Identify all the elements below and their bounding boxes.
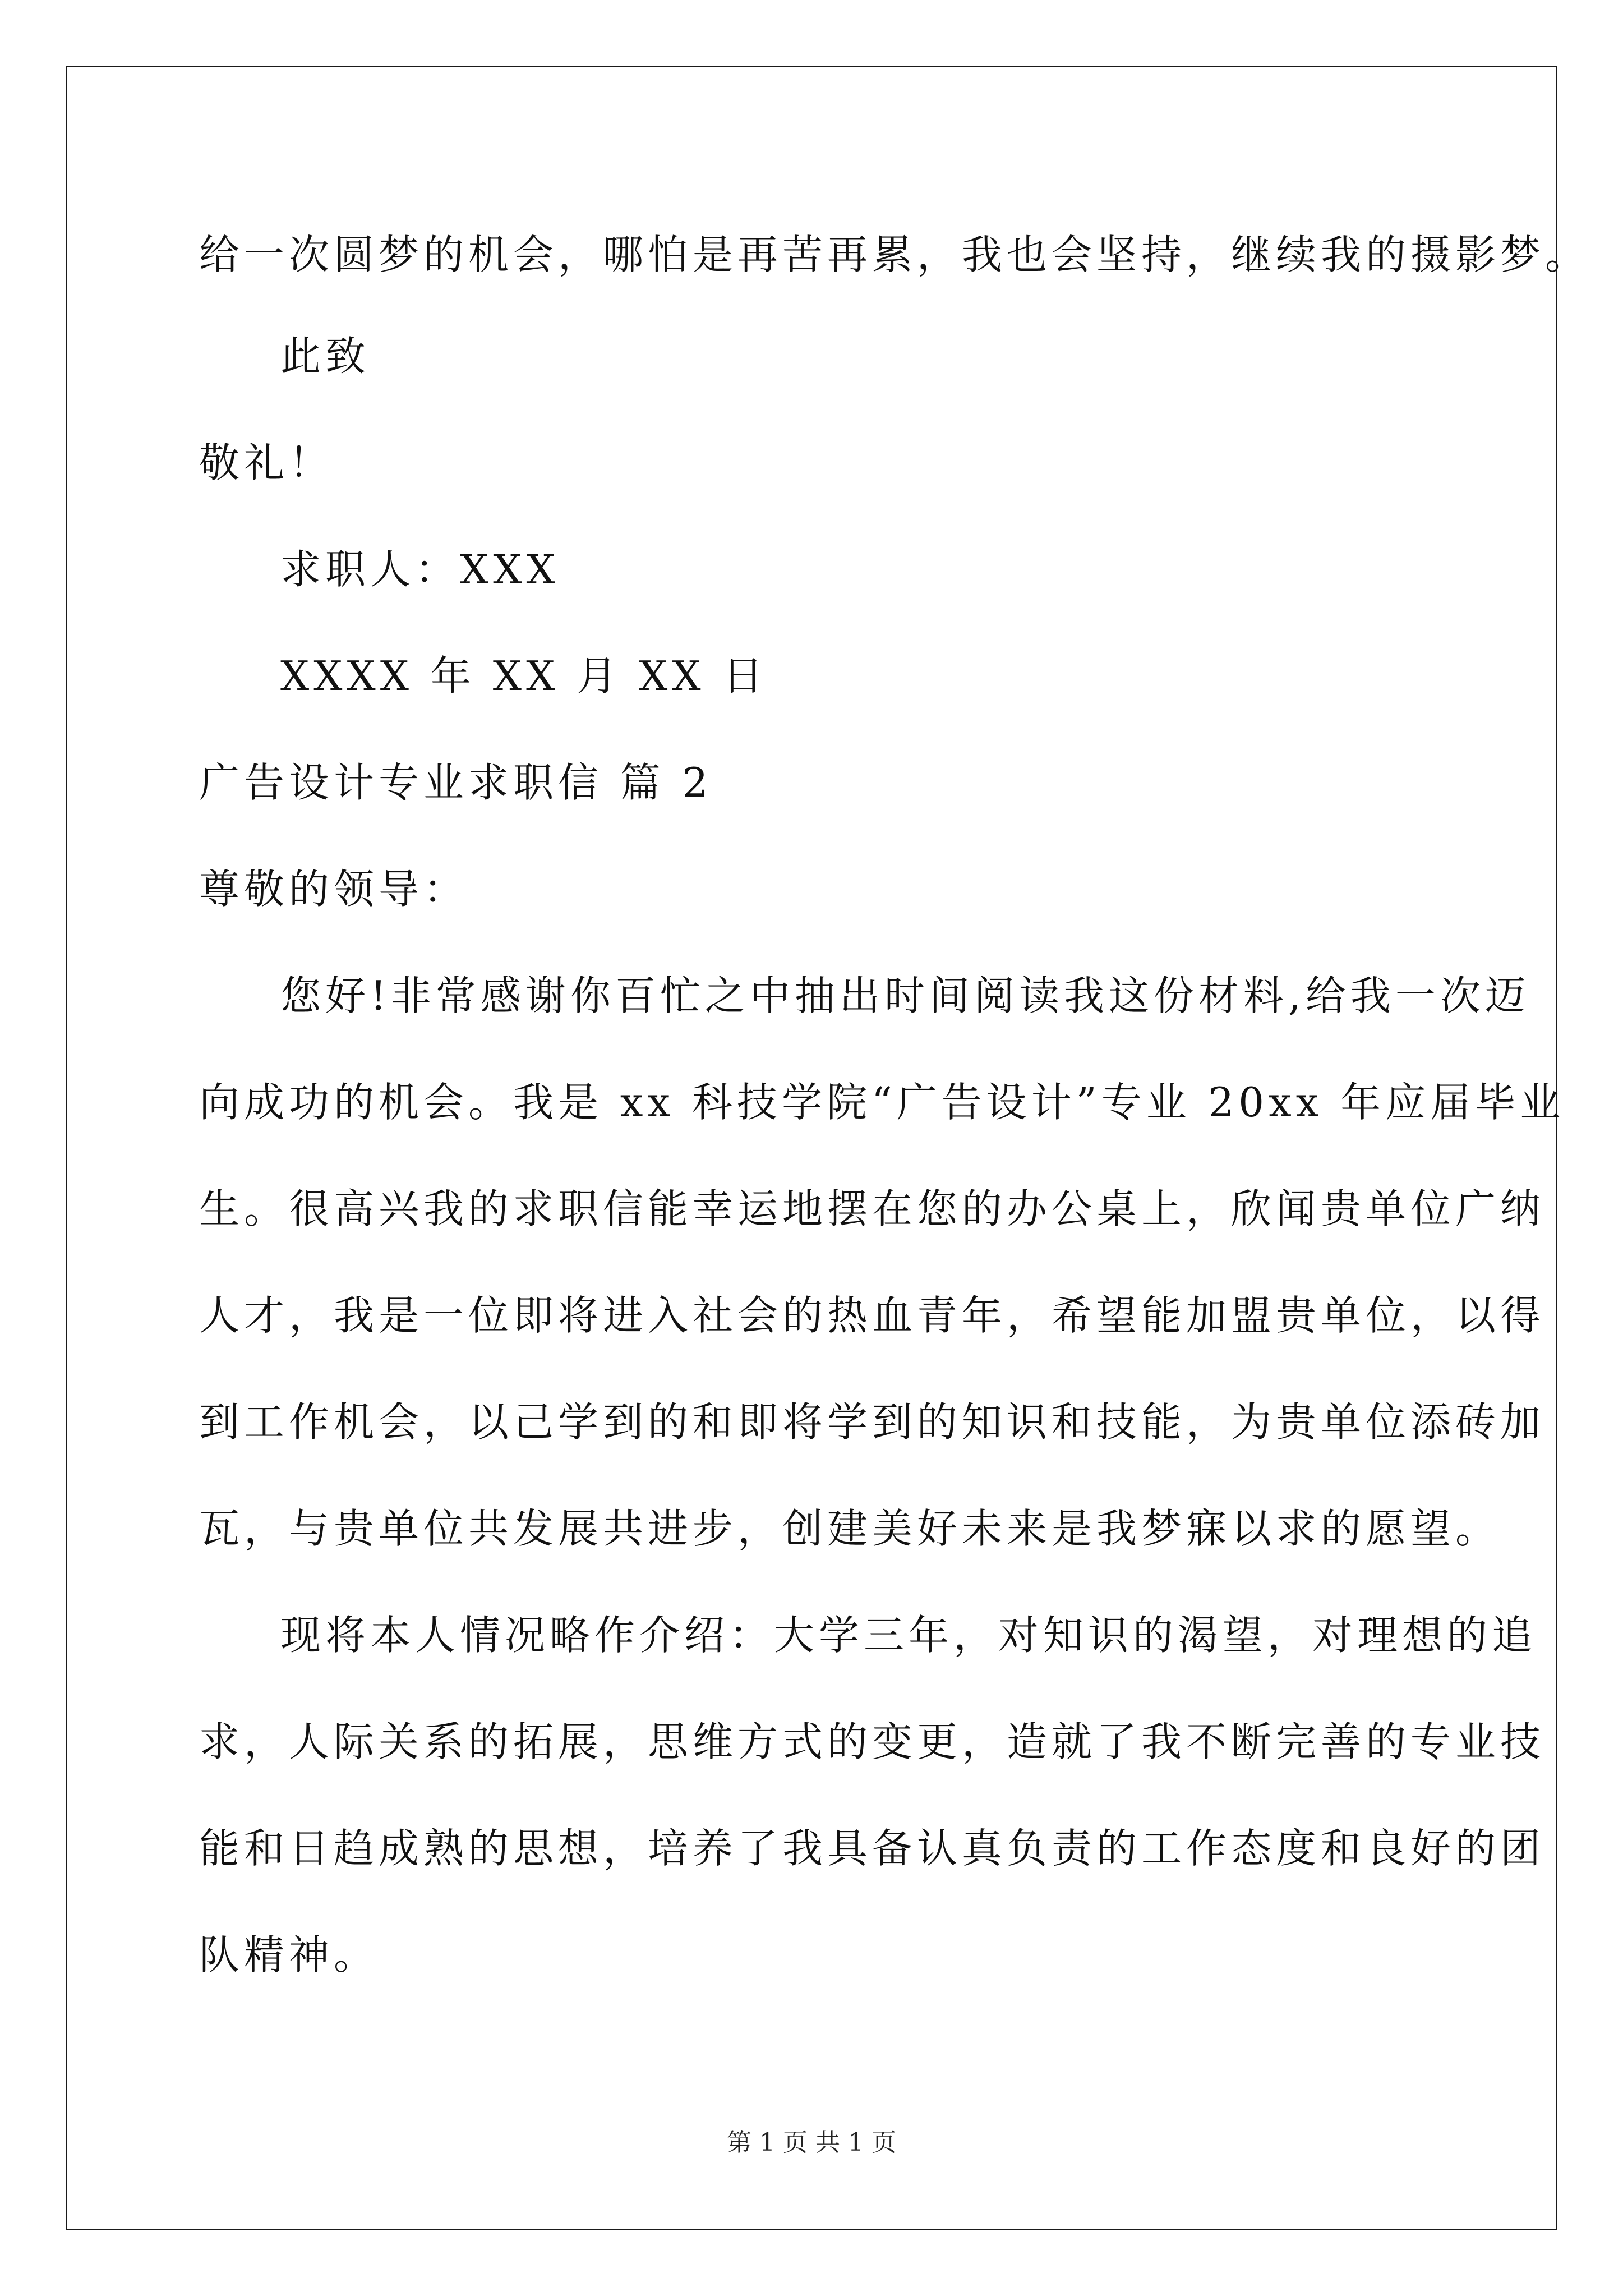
paragraph-line: 瓦，与贵单位共发展共进步，创建美好未来是我梦寐以求的愿望。	[199, 1505, 1501, 1552]
letter-date: XXXX 年 XX 月 XX 日	[280, 652, 768, 700]
page-footer: 第 1 页 共 1 页	[727, 2128, 896, 2157]
closing-regards: 敬礼！	[199, 439, 334, 486]
paragraph-line: 到工作机会，以己学到的和即将学到的知识和技能，为贵单位添砖加	[199, 1398, 1546, 1446]
page-border	[66, 66, 1590, 2230]
applicant-signature: 求职人：XXX	[280, 546, 560, 593]
section-heading: 广告设计专业求职信 篇 2	[199, 759, 713, 806]
closing-salutation: 此致	[280, 333, 371, 380]
paragraph-line: 队精神。	[199, 1931, 379, 1978]
paragraph-line: 人才，我是一位即将进入社会的热血青年，希望能加盟贵单位，以得	[199, 1292, 1546, 1339]
paragraph-line: 您好!非常感谢你百忙之中抽出时间阅读我这份材料,给我一次迈	[280, 972, 1530, 1019]
greeting: 尊敬的领导：	[199, 866, 469, 913]
paragraph-line: 能和日趋成熟的思想，培养了我具备认真负责的工作态度和良好的团	[199, 1825, 1546, 1872]
paragraph-line: 求，人际关系的拓展，思维方式的变更，造就了我不断完善的专业技	[199, 1718, 1546, 1765]
paragraph-line: 生。很高兴我的求职信能幸运地摆在您的办公桌上，欣闻贵单位广纳	[199, 1185, 1546, 1232]
paragraph-line: 现将本人情况略作介绍：大学三年，对知识的渴望，对理想的追	[280, 1612, 1537, 1659]
text-line: 给一次圆梦的机会，哪怕是再苦再累，我也会坚持，继续我的摄影梦。	[199, 231, 1590, 278]
paragraph-line: 向成功的机会。我是 xx 科技学院“广告设计”专业 20xx 年应届毕业	[199, 1079, 1565, 1126]
